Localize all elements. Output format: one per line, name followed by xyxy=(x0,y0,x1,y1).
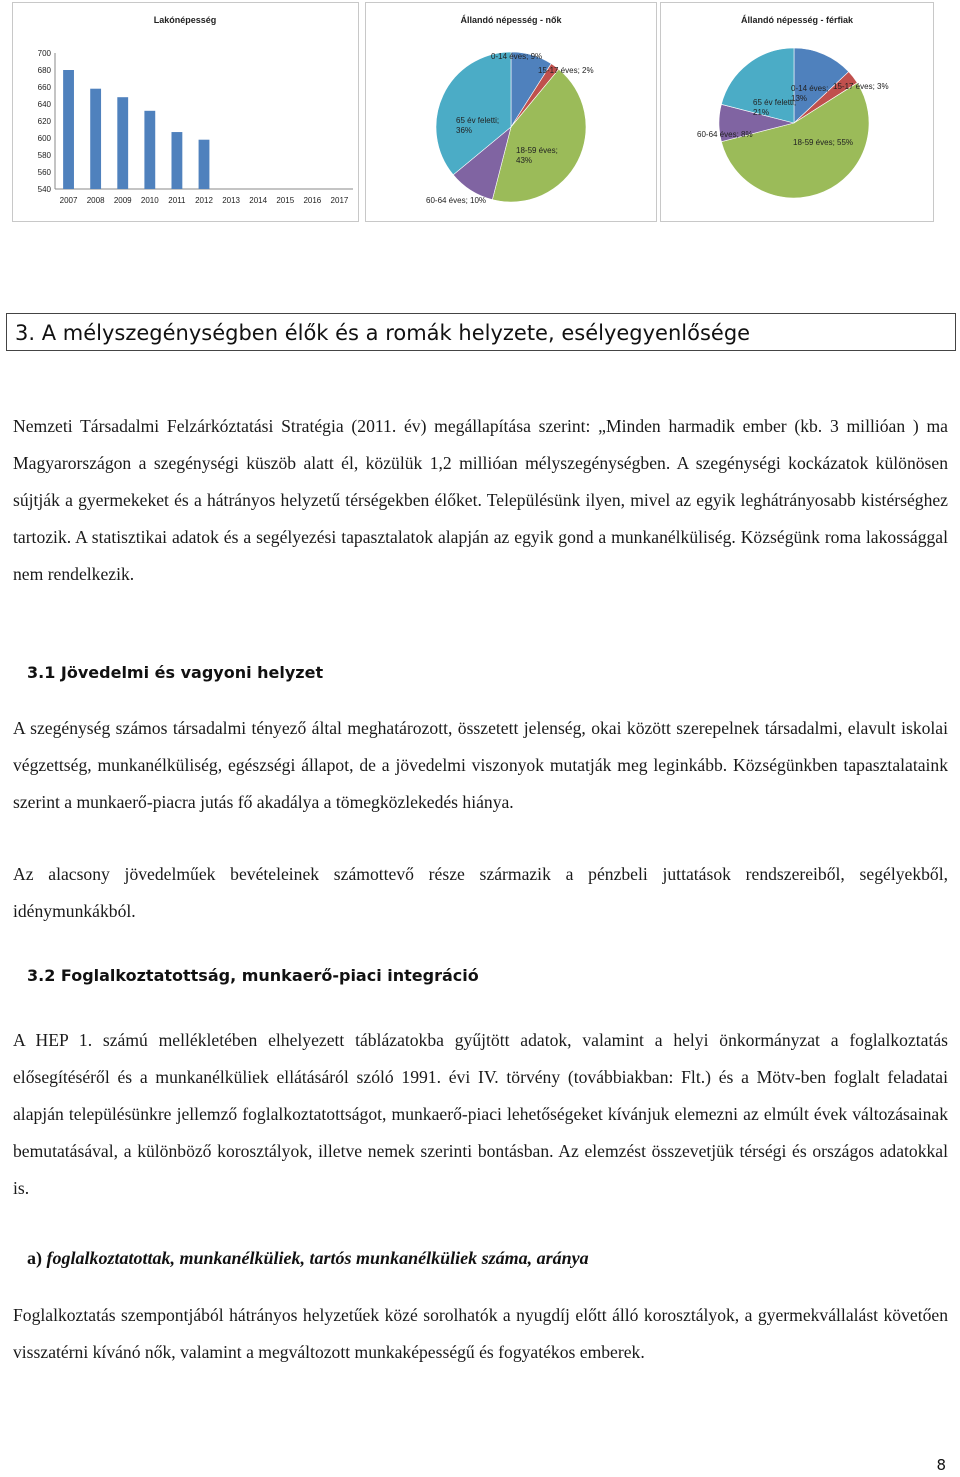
x-tick-label: 2016 xyxy=(303,196,322,205)
bar-2011 xyxy=(171,132,182,189)
y-tick-label: 660 xyxy=(37,83,51,92)
y-tick-label: 640 xyxy=(37,100,51,109)
subsection-a-title: foglalkoztatottak, munkanélküliek, tartós munkanélküliek száma, aránya xyxy=(46,1248,589,1268)
chart-title: Állandó népesség - férfiak xyxy=(740,15,854,25)
subsection-a-paragraph: Foglalkoztatás szempontjából hátrányos helyzetűek közé sorolhatók a nyugdíj előtt álló korosztályok, a gyermekvállalást követően visszatérni kívánó nők, valamint a megváltozott munkaképességű és fogyatékos emberek. xyxy=(13,1305,948,1362)
x-tick-label: 2014 xyxy=(249,196,268,205)
x-tick-label: 2011 xyxy=(168,196,186,205)
y-tick-label: 600 xyxy=(37,134,51,143)
pie-label-0: 0-14 éves; 9% xyxy=(491,52,543,61)
y-tick-label: 560 xyxy=(37,168,51,177)
pie-label-2: 18-59 éves; 55% xyxy=(793,138,854,147)
section-heading: 3. A mélyszegénységben élők és a romák helyzete, esélyegyenlősége xyxy=(15,321,751,345)
subsection-a-heading xyxy=(27,1248,589,1269)
bar-2012 xyxy=(199,140,210,189)
men-pie-chart-svg xyxy=(661,3,933,221)
pie-label-4: 65 év feletti; 36% xyxy=(456,116,500,135)
section-heading-box xyxy=(6,313,956,351)
subsection-a-label: a) xyxy=(27,1248,42,1268)
bar-2010 xyxy=(144,111,155,189)
chart-title: Lakónépesség xyxy=(153,15,217,25)
pie-label-0: 0-14 éves; 13% xyxy=(791,84,829,103)
pie-label-3: 60-64 éves; 8% xyxy=(697,130,753,139)
bar-2008 xyxy=(90,89,101,189)
section-3-1-paragraph-2: Az alacsony jövedelműek bevételeinek számottevő része származik a pénzbeli juttatások rendszereiből, segélyekből, idénymunkákból. xyxy=(13,864,948,921)
x-tick-label: 2010 xyxy=(140,196,159,205)
women-pie-chart xyxy=(365,2,657,222)
x-tick-label: 2017 xyxy=(330,196,349,205)
x-tick-label: 2013 xyxy=(222,196,240,205)
population-bar-chart-svg xyxy=(13,3,358,221)
pie-label-1: 15-17 éves; 3% xyxy=(833,82,889,91)
subsection-3-1-title: 3.1 Jövedelmi és vagyoni helyzet xyxy=(27,663,324,682)
section-3-1-paragraph-1: A szegénység számos társadalmi tényező által meghatározott, összetett jelenség, okai között szerepelnek társadalmi, elavult iskolai végzettség, munkanélküliség, egészségi állapot, de a jövedelmi viszonyok mutatják meg leginkább. Községünkben tapasztalataink szerint a munkaerő-piacra jutás fő akadálya a tömegközlekedés hiánya. xyxy=(13,718,948,812)
section-3-2-paragraph-1: A HEP 1. számú mellékletében elhelyezett táblázatokba gyűjtött adatok, valamint a helyi önkormányzat a foglalkoztatás elősegítéséről és a munkanélküliek ellátásáról szóló 1991. évi IV. törvény (továbbiakban: Flt.) és a Mötv-ben foglalt feladatai alapján településünkre jellemző foglalkoztatottságot, munkaerő-piaci lehetőségeket kívánjuk elemezni az elmúlt évek változásainak bemutatásával, a különböző korosztályok, illetve nemek szerinti bontásban. Az elemzést összevetjük térségi és országos adatokkal is. xyxy=(13,1030,948,1198)
pie-label-2: 18-59 éves; 43% xyxy=(516,146,558,165)
bar-2009 xyxy=(117,97,128,189)
x-tick-label: 2009 xyxy=(113,196,132,205)
y-tick-label: 680 xyxy=(37,66,51,75)
y-tick-label: 580 xyxy=(37,151,51,160)
intro-paragraph: Nemzeti Társadalmi Felzárkóztatási Stratégia (2011. év) megállapítása szerint: „Minden harmadik ember (kb. 3 millióan ) ma Magyarországon a szegénységi küszöb alatt él, közülük 1,2 millióan mélyszegénységben. A szegénységi kockázatok különösen sújtják a gyermekeket és a hátrányos helyzetű térségekben élőket. Településünk ilyen, mivel az egyik leghátrányosabb kistérséghez tartozik. A statisztikai adatok és a segélyezési tapasztalatok alapján az egyik gond a munkanélküliség. Községünk roma lakossággal nem rendelkezik. xyxy=(13,416,948,584)
men-pie-chart xyxy=(660,2,934,222)
chart-title: Állandó népesség - nők xyxy=(460,15,562,25)
bar-2007 xyxy=(63,70,74,189)
y-tick-label: 540 xyxy=(37,185,51,194)
x-tick-label: 2012 xyxy=(195,196,213,205)
y-tick-label: 700 xyxy=(37,49,51,58)
pie-label-1: 15-17 éves; 2% xyxy=(538,66,594,75)
women-pie-chart-svg xyxy=(366,3,656,221)
x-tick-label: 2015 xyxy=(276,196,295,205)
pie-label-3: 60-64 éves; 10% xyxy=(426,196,487,205)
x-tick-label: 2007 xyxy=(59,196,78,205)
pie-label-4: 65 év feletti; 21% xyxy=(753,98,797,117)
y-tick-label: 620 xyxy=(37,117,51,126)
x-tick-label: 2008 xyxy=(86,196,105,205)
page-number: 8 xyxy=(936,1456,946,1474)
subsection-3-2-title: 3.2 Foglalkoztatottság, munkaerő-piaci integráció xyxy=(27,966,479,985)
population-bar-chart xyxy=(12,2,359,222)
